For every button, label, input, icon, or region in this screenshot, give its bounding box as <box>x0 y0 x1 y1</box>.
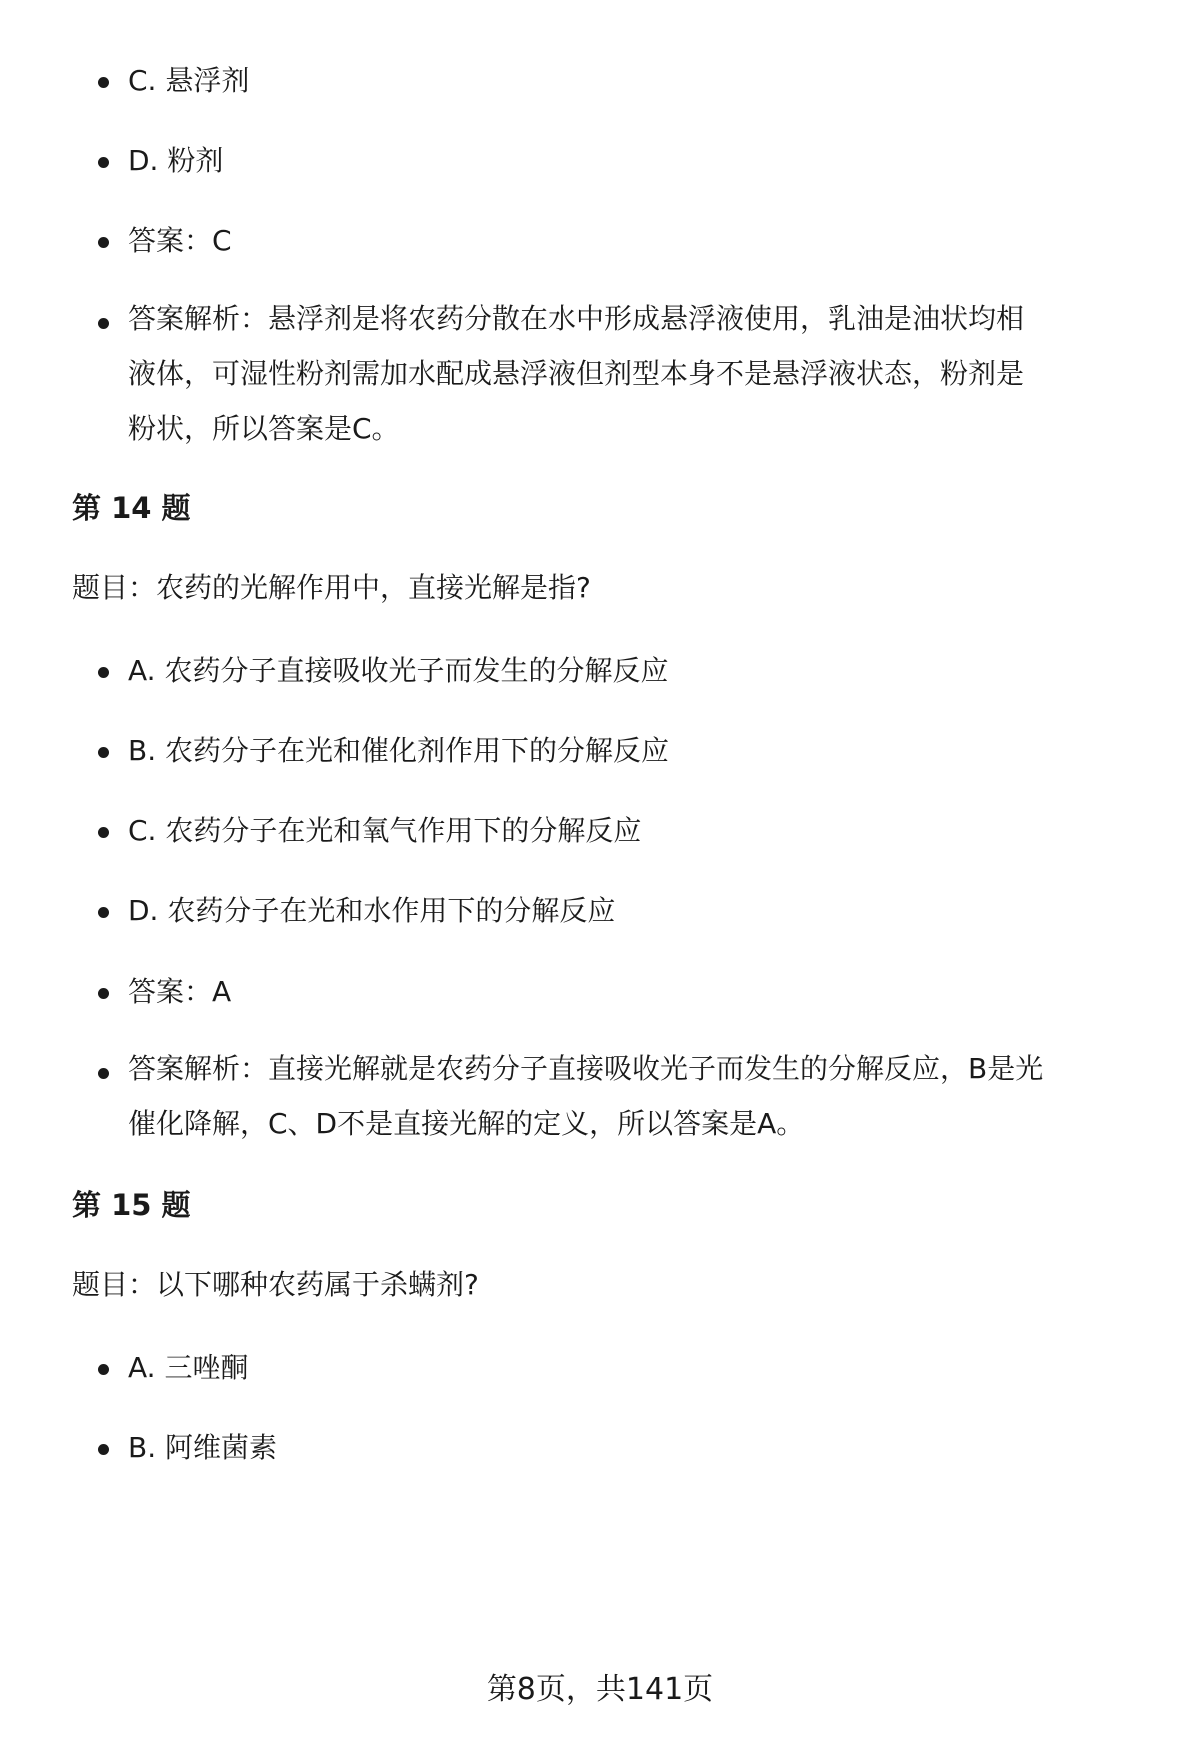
q14-option-a: A. 农药分子直接吸收光子而发生的分解反应 <box>72 640 1132 701</box>
q14-option-d: D. 农药分子在光和水作用下的分解反应 <box>72 880 1132 941</box>
q14-option-b: B. 农药分子在光和催化剂作用下的分解反应 <box>72 720 1132 781</box>
q14-answer: 答案：A <box>72 961 1132 1022</box>
answer-explanation: 答案解析：悬浮剂是将农药分散在水中形成悬浮液使用，乳油是油状均相液体，可湿性粉剂需加水配成悬浮液但剂型本身不是悬浮液状态，粉剂是粉状，所以答案是C。 <box>72 291 1032 456</box>
question-heading-15: 第 15 题 <box>72 1188 191 1222</box>
q15-option-a: A. 三唑酮 <box>72 1337 1132 1398</box>
option-d: D. 粉剂 <box>72 130 1132 191</box>
question-text-14: 题目：农药的光解作用中，直接光解是指? <box>72 571 591 604</box>
question-heading-14: 第 14 题 <box>72 491 191 525</box>
option-c: C. 悬浮剂 <box>72 50 1132 111</box>
q15-option-b: B. 阿维菌素 <box>72 1417 1132 1478</box>
answer: 答案：C <box>72 210 1132 271</box>
q14-option-c: C. 农药分子在光和氧气作用下的分解反应 <box>72 800 1132 861</box>
question-text-15: 题目：以下哪种农药属于杀螨剂? <box>72 1268 479 1301</box>
page-footer: 第8页，共141页 <box>486 1672 714 1707</box>
q14-answer-explanation: 答案解析：直接光解就是农药分子直接吸收光子而发生的分解反应，B是光催化降解，C、D不是直接光解的定义，所以答案是A。 <box>72 1041 1048 1151</box>
